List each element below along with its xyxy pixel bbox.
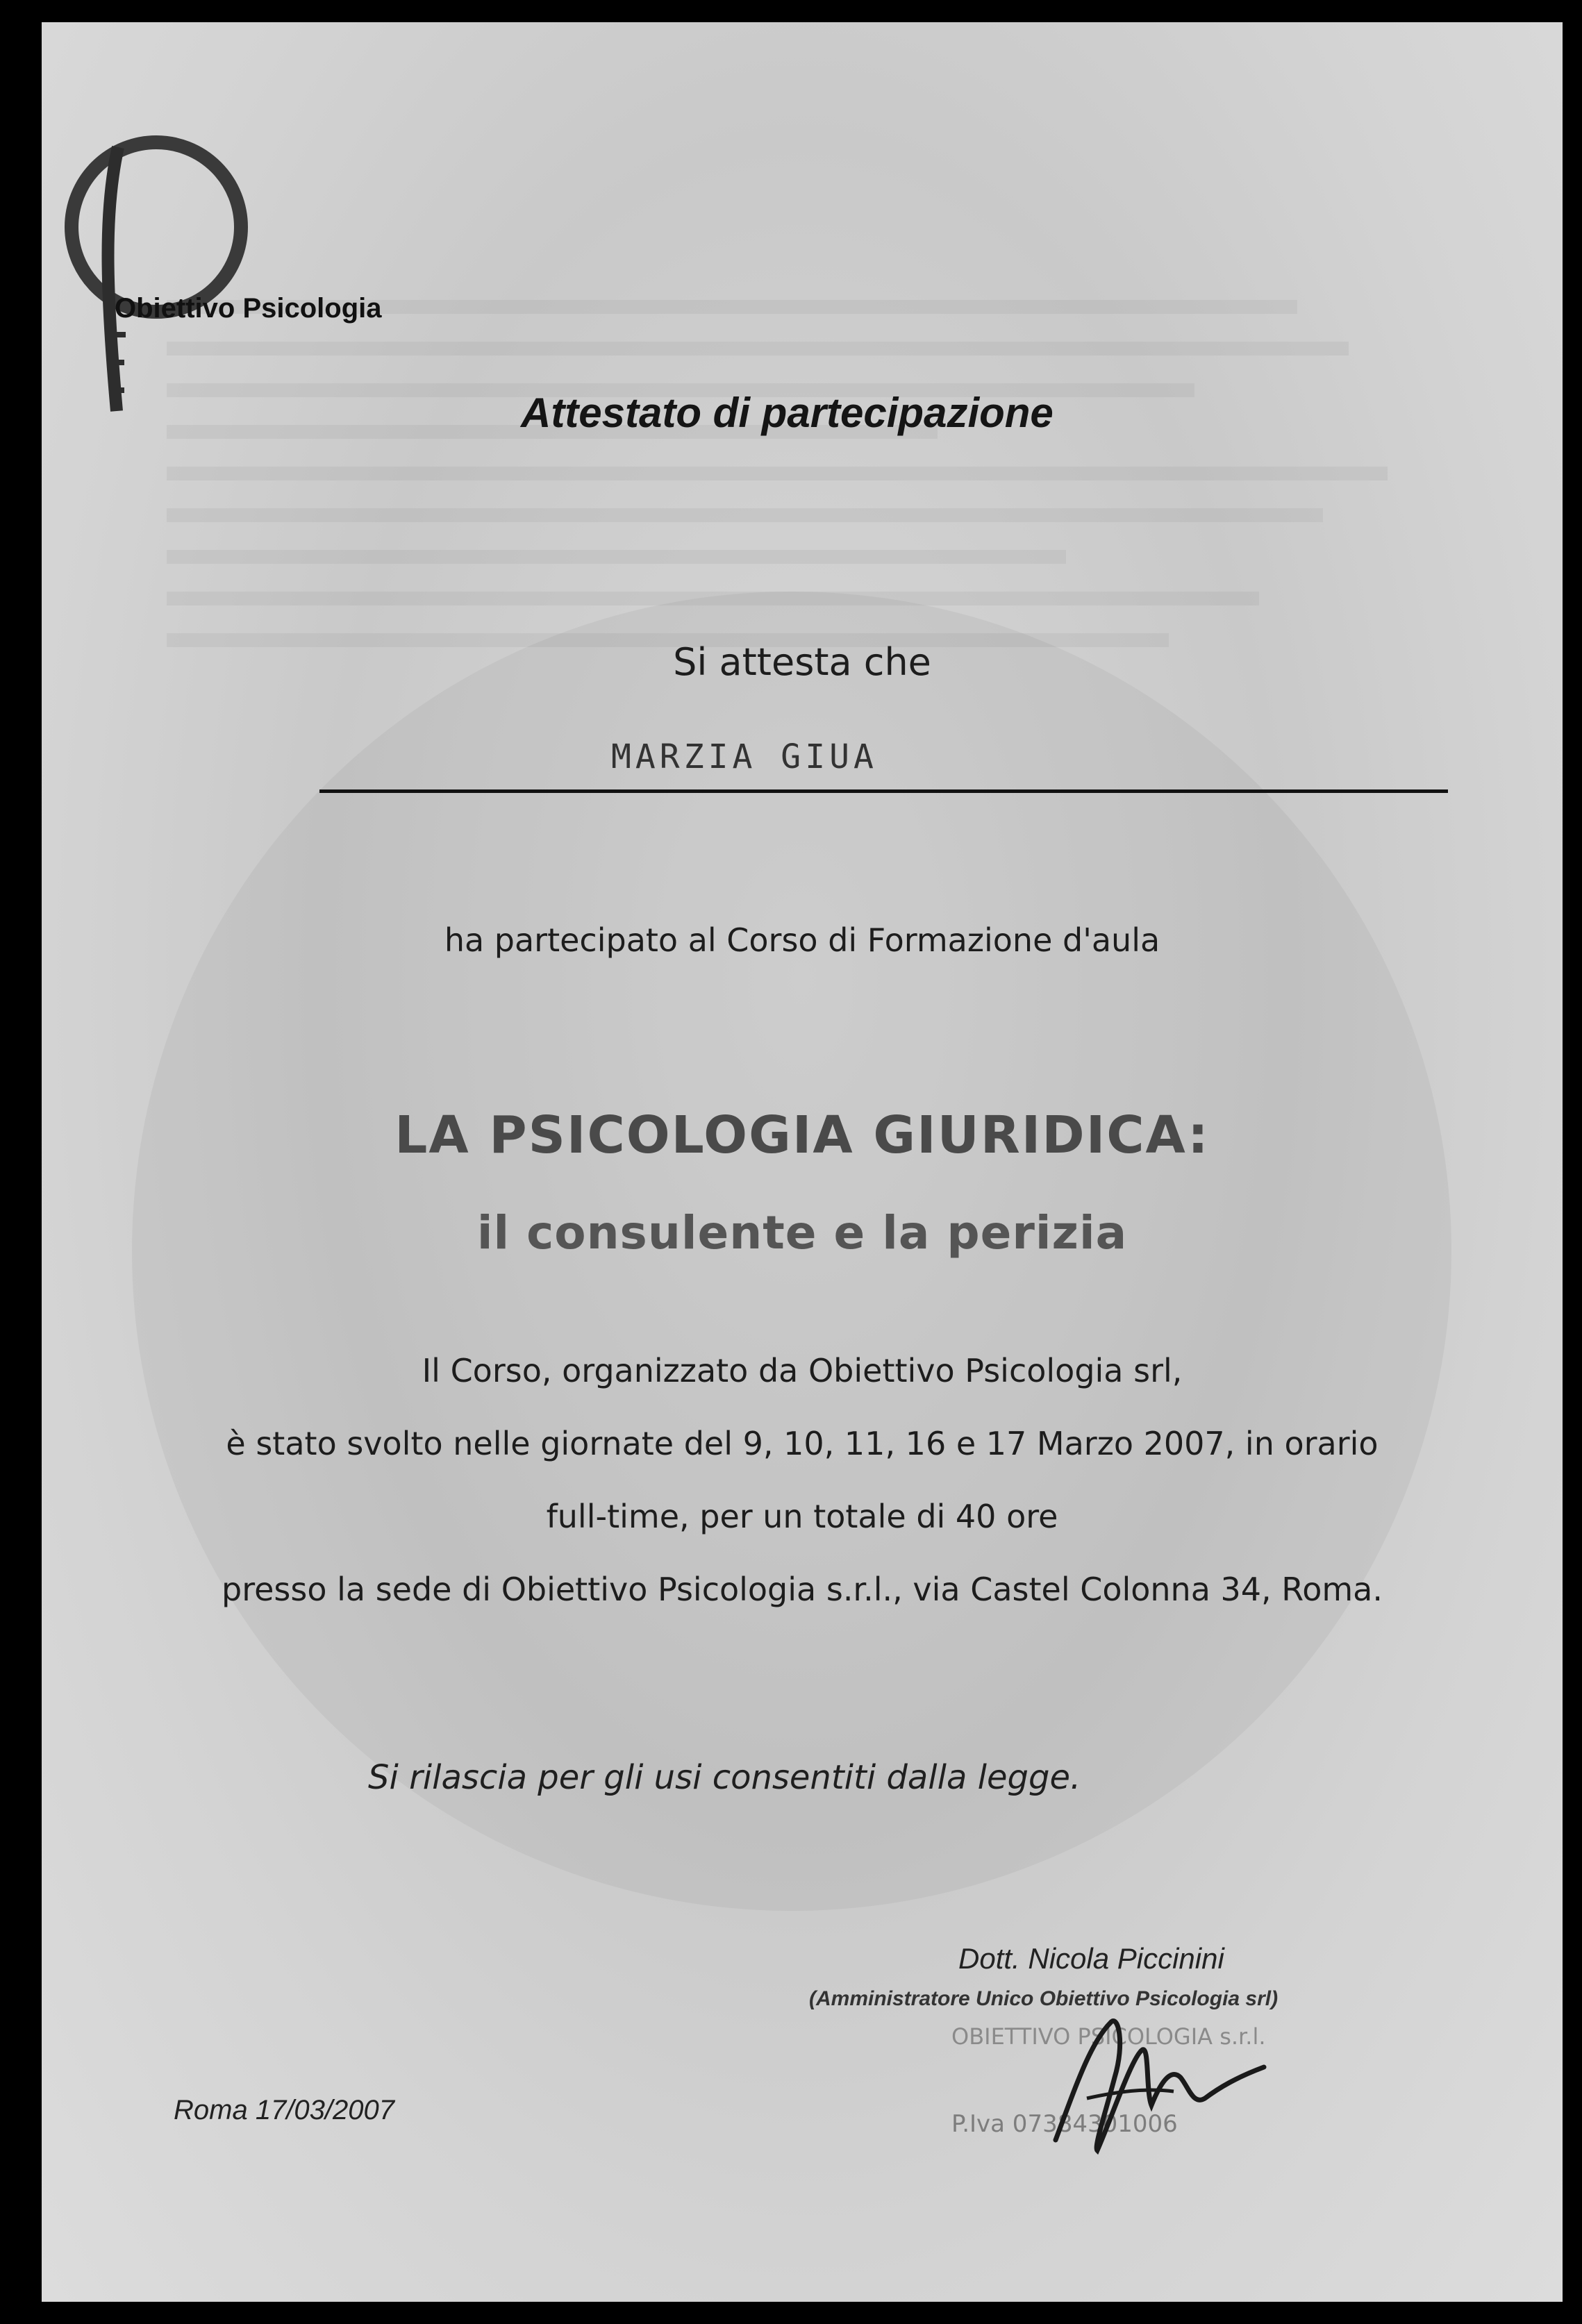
stamp-company: OBIETTIVO PSICOLOGIA s.r.l. <box>951 2023 1266 2050</box>
participant-name: MARZIA GIUA <box>611 737 878 776</box>
body-line-location: presso la sede di Obiettivo Psicologia s.r.l., via Castel Colonna 34, Roma. <box>222 1571 1383 1608</box>
body-line-hours: full-time, per un totale di 40 ore <box>546 1498 1058 1535</box>
stamp-vat: P.Iva 07384301006 <box>951 2110 1178 2138</box>
logo-p-icon <box>42 106 528 425</box>
signer-role: (Amministratore Unico Obiettivo Psicologia srl) <box>809 1987 1279 2010</box>
handwritten-signature <box>1028 2001 1319 2168</box>
attestation-intro: Si attesta che <box>673 640 931 684</box>
obiettivo-psicologia-logo <box>42 106 528 425</box>
course-subtitle: il consulente e la perizia <box>476 1206 1128 1260</box>
release-note: Si rilascia per gli usi consentiti dalla legge. <box>368 1758 1081 1797</box>
signer-name: Dott. Nicola Piccinini <box>958 1942 1224 1975</box>
body-line-organizer: Il Corso, organizzato da Obiettivo Psicologia srl, <box>422 1352 1183 1389</box>
body-line-dates: è stato svolto nelle giornate del 9, 10, 11, 16 e 17 Marzo 2007, in orario <box>226 1425 1379 1462</box>
document-title: Attestato di partecipazione <box>521 390 1054 436</box>
participation-text: ha partecipato al Corso di Formazione d'aula <box>444 921 1160 959</box>
certificate-sheet <box>42 22 1563 2302</box>
logo-text: Obiettivo Psicologia <box>115 293 382 324</box>
issue-date: Roma 17/03/2007 <box>174 2095 395 2125</box>
course-title: LA PSICOLOGIA GIURIDICA: <box>394 1105 1210 1165</box>
name-underline <box>319 789 1448 793</box>
